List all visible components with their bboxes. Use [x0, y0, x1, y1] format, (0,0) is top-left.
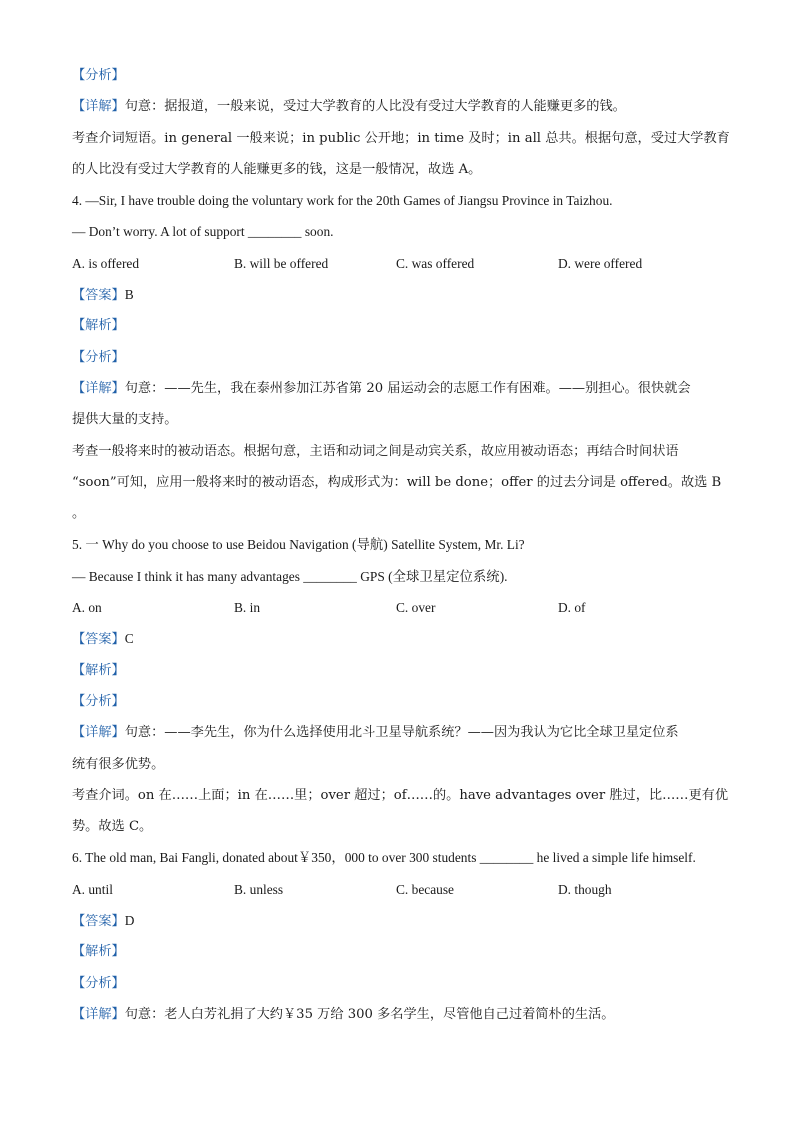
option-c: C. because: [396, 881, 455, 897]
detail-line: 统有很多优势。: [72, 756, 165, 772]
detail-line: 【详解】句意：据报道，一般来说，受过大学教育的人比没有受过大学教育的人能赚更多的钱。: [72, 99, 626, 115]
document-page: [72, 60, 732, 1030]
explanation-line: 的人比没有受过大学教育的人能赚更多的钱，这是一般情况，故选 A。: [72, 161, 482, 177]
option-a: A. on: [72, 600, 102, 616]
explanation-line: 势。故选 C。: [72, 819, 153, 835]
answer-line: 【答案】B: [72, 287, 134, 304]
option-d: D. were offered: [558, 255, 643, 271]
question-6-options: [72, 874, 732, 905]
answer-value: D: [124, 913, 135, 929]
question-4-reply: — Don’t worry. A lot of support ________ soon.: [72, 224, 334, 240]
explanation-line: “soon”可知，应用一般将来时的被动语态，构成形式为：will be done；offer 的过去分词是 offered。故选 B: [72, 474, 722, 490]
parse-heading: 【解析】: [72, 318, 125, 334]
question-5-stem: 5. 一 Why do you choose to use Beidou Navigation (导航) Satellite System, Mr. Li?: [72, 537, 525, 553]
answer-line: 【答案】C: [72, 631, 134, 648]
parse-heading: 【解析】: [72, 662, 125, 678]
option-b: B. in: [234, 600, 261, 616]
answer-value: C: [124, 631, 134, 647]
question-5-options: [72, 592, 732, 623]
analysis-heading: 【分析】: [72, 693, 125, 709]
explanation-line: 考查介词短语。in general 一般来说；in public 公开地；in time 及时；in all 总共。根据句意，受过大学教育: [72, 130, 730, 146]
explanation-line: 。: [72, 506, 86, 522]
option-b: B. unless: [234, 881, 284, 897]
question-4-stem: 4. —Sir, I have trouble doing the voluntary work for the 20th Games of Jiangsu Province in Taizhou.: [72, 193, 613, 209]
question-6-stem: 6. The old man, Bai Fangli, donated about￥350，000 to over 300 students ________ he lived a simple life himself.: [72, 850, 696, 866]
answer-value: B: [124, 287, 134, 303]
option-c: C. was offered: [396, 255, 475, 271]
detail-line: 提供大量的支持。: [72, 412, 178, 428]
detail-line: 【详解】句意：老人白芳礼捐了大约￥35 万给 300 多名学生，尽管他自己过着简朴的生活。: [72, 1006, 615, 1022]
option-c: C. over: [396, 600, 436, 616]
option-d: D. of: [558, 600, 586, 616]
explanation-line: 考查一般将来时的被动语态。根据句意，主语和动词之间是动宾关系，故应用被动语态；再结合时间状语: [72, 443, 679, 459]
analysis-heading: 【分析】: [72, 68, 125, 83]
option-a: A. until: [72, 881, 113, 897]
answer-line: 【答案】D: [72, 913, 135, 930]
option-a: A. is offered: [72, 255, 140, 271]
analysis-heading: 【分析】: [72, 975, 125, 991]
explanation-line: 考查介词。on 在……上面；in 在……里；over 超过；of……的。have advantages over 胜过，比……更有优: [72, 787, 729, 803]
detail-line: 【详解】句意：——李先生，你为什么选择使用北斗卫星导航系统？——因为我认为它比全球卫星定位系: [72, 725, 679, 741]
option-d: D. though: [558, 881, 612, 897]
question-4-options: [72, 248, 732, 279]
question-5-reply: — Because I think it has many advantages ________ GPS (全球卫星定位系统).: [72, 568, 508, 584]
detail-line: 【详解】句意：——先生，我在泰州参加江苏省第 20 届运动会的志愿工作有困难。——别担心。很快就会: [72, 380, 691, 396]
parse-heading: 【解析】: [72, 944, 125, 960]
option-b: B. will be offered: [234, 255, 329, 271]
analysis-heading: 【分析】: [72, 349, 125, 365]
